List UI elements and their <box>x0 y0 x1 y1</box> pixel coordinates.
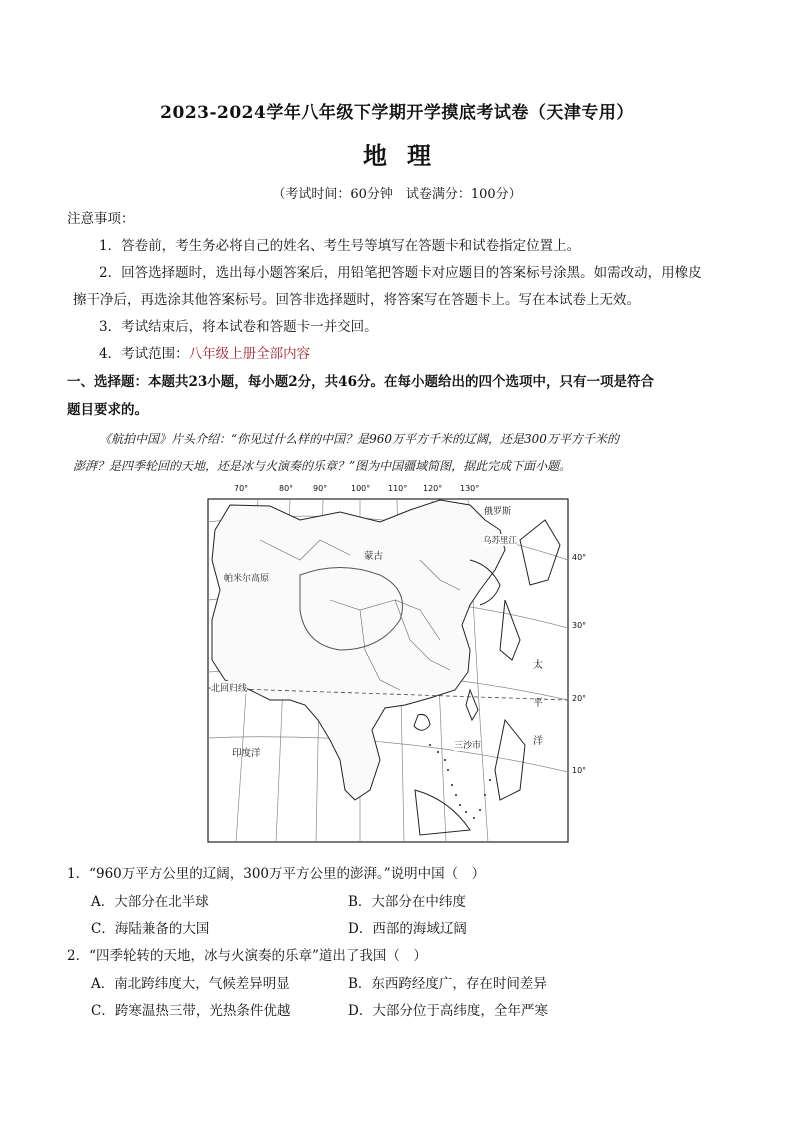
label-pacific-2: 平 <box>533 698 543 709</box>
lon-label: 100° <box>351 484 371 493</box>
note-item-1: 1．答卷前，考生务必将自己的姓名、考生号等填写在答题卡和试卷指定位置上。 <box>99 238 581 254</box>
lat-label-40: 40° <box>572 553 587 562</box>
section-heading-line-2: 题目要求的。 <box>67 402 148 418</box>
question-2-option-a[interactable]: A．南北跨纬度大，气候差异明显 <box>91 976 290 992</box>
lon-label: 70° <box>234 484 249 493</box>
note-item-2-line-2: 擦干净后，再选涂其他答案标号。回答非选择题时，将答案写在答题卡上。写在本试卷上无效。 <box>73 292 640 308</box>
question-2-option-d[interactable]: D．大部分位于高纬度，全年严寒 <box>348 1003 548 1019</box>
question-1-option-a[interactable]: A．大部分在北半球 <box>91 894 209 910</box>
intro-line-2: 澎湃？是四季轮回的天地，还是冰与火演奏的乐章？”图为中国疆域简图，据此完成下面小题。 <box>73 459 572 473</box>
question-2-stem: 2．“四季轮转的天地，冰与火演奏的乐章”道出了我国（ ） <box>67 948 427 964</box>
lon-label: 120° <box>423 484 443 493</box>
label-russia: 俄罗斯 <box>484 504 511 517</box>
note-item-2-line-1: 2．回答选择题时，选出每小题答案后，用铅笔把答题卡对应题目的答案标号涂黑。如需改动，用橡皮 <box>99 265 702 281</box>
question-1-option-c[interactable]: C．海陆兼备的大国 <box>91 921 210 937</box>
label-tropic-of-cancer: 北回归线 <box>211 681 247 694</box>
exam-range: 八年级上册全部内容 <box>188 346 311 362</box>
lon-label: 130° <box>460 484 480 493</box>
lat-label-10: 10° <box>572 766 587 775</box>
label-indian-ocean: 印度洋 <box>232 748 261 759</box>
label-wusuli-river: 乌苏里江 <box>483 536 518 546</box>
question-1-option-d[interactable]: D．西部的海域辽阔 <box>348 921 467 937</box>
question-1-stem: 1．“960万平方公里的辽阔，300万平方公里的澎湃。”说明中国（ ） <box>67 866 486 882</box>
note-item-4-prefix: 4．考试范围： <box>99 346 189 362</box>
question-2-option-b[interactable]: B．东西跨经度广，存在时间差异 <box>348 976 547 992</box>
label-sansha-city: 三沙市 <box>454 738 481 751</box>
label-mongolia: 蒙古 <box>364 551 384 562</box>
question-1-option-b[interactable]: B．大部分在中纬度 <box>348 894 466 910</box>
lat-label-20: 20° <box>572 694 587 703</box>
lon-label: 90° <box>313 484 328 493</box>
intro-line-1: 《航拍中国》片头介绍：“你见过什么样的中国？是960万平方千米的辽阔，还是300万平方千米的 <box>99 432 619 446</box>
notes-heading: 注意事项： <box>67 211 135 227</box>
lon-label: 110° <box>388 484 408 493</box>
exam-title: 2023-2024学年八年级下学期开学摸底考试卷（天津专用） <box>160 103 634 123</box>
lon-label: 80° <box>279 484 294 493</box>
label-pacific-3: 洋 <box>533 736 543 747</box>
longitude-labels <box>206 484 568 496</box>
section-heading-line-1: 一、选择题：本题共23小题，每小题2分，共46分。在每小题给出的四个选项中，只有一项是符合 <box>67 374 654 390</box>
note-item-3: 3．考试结束后，将本试卷和答题卡一并交回。 <box>99 319 378 335</box>
question-2-option-c[interactable]: C．跨寒温热三带，光热条件优越 <box>91 1003 291 1019</box>
exam-info: （考试时间：60分钟 试卷满分：100分） <box>272 187 522 202</box>
subject-title: 地理 <box>363 141 451 170</box>
label-pacific-1: 太 <box>533 660 543 671</box>
lat-label-30: 30° <box>572 621 587 630</box>
label-pamir-plateau: 帕米尔高原 <box>224 571 269 584</box>
